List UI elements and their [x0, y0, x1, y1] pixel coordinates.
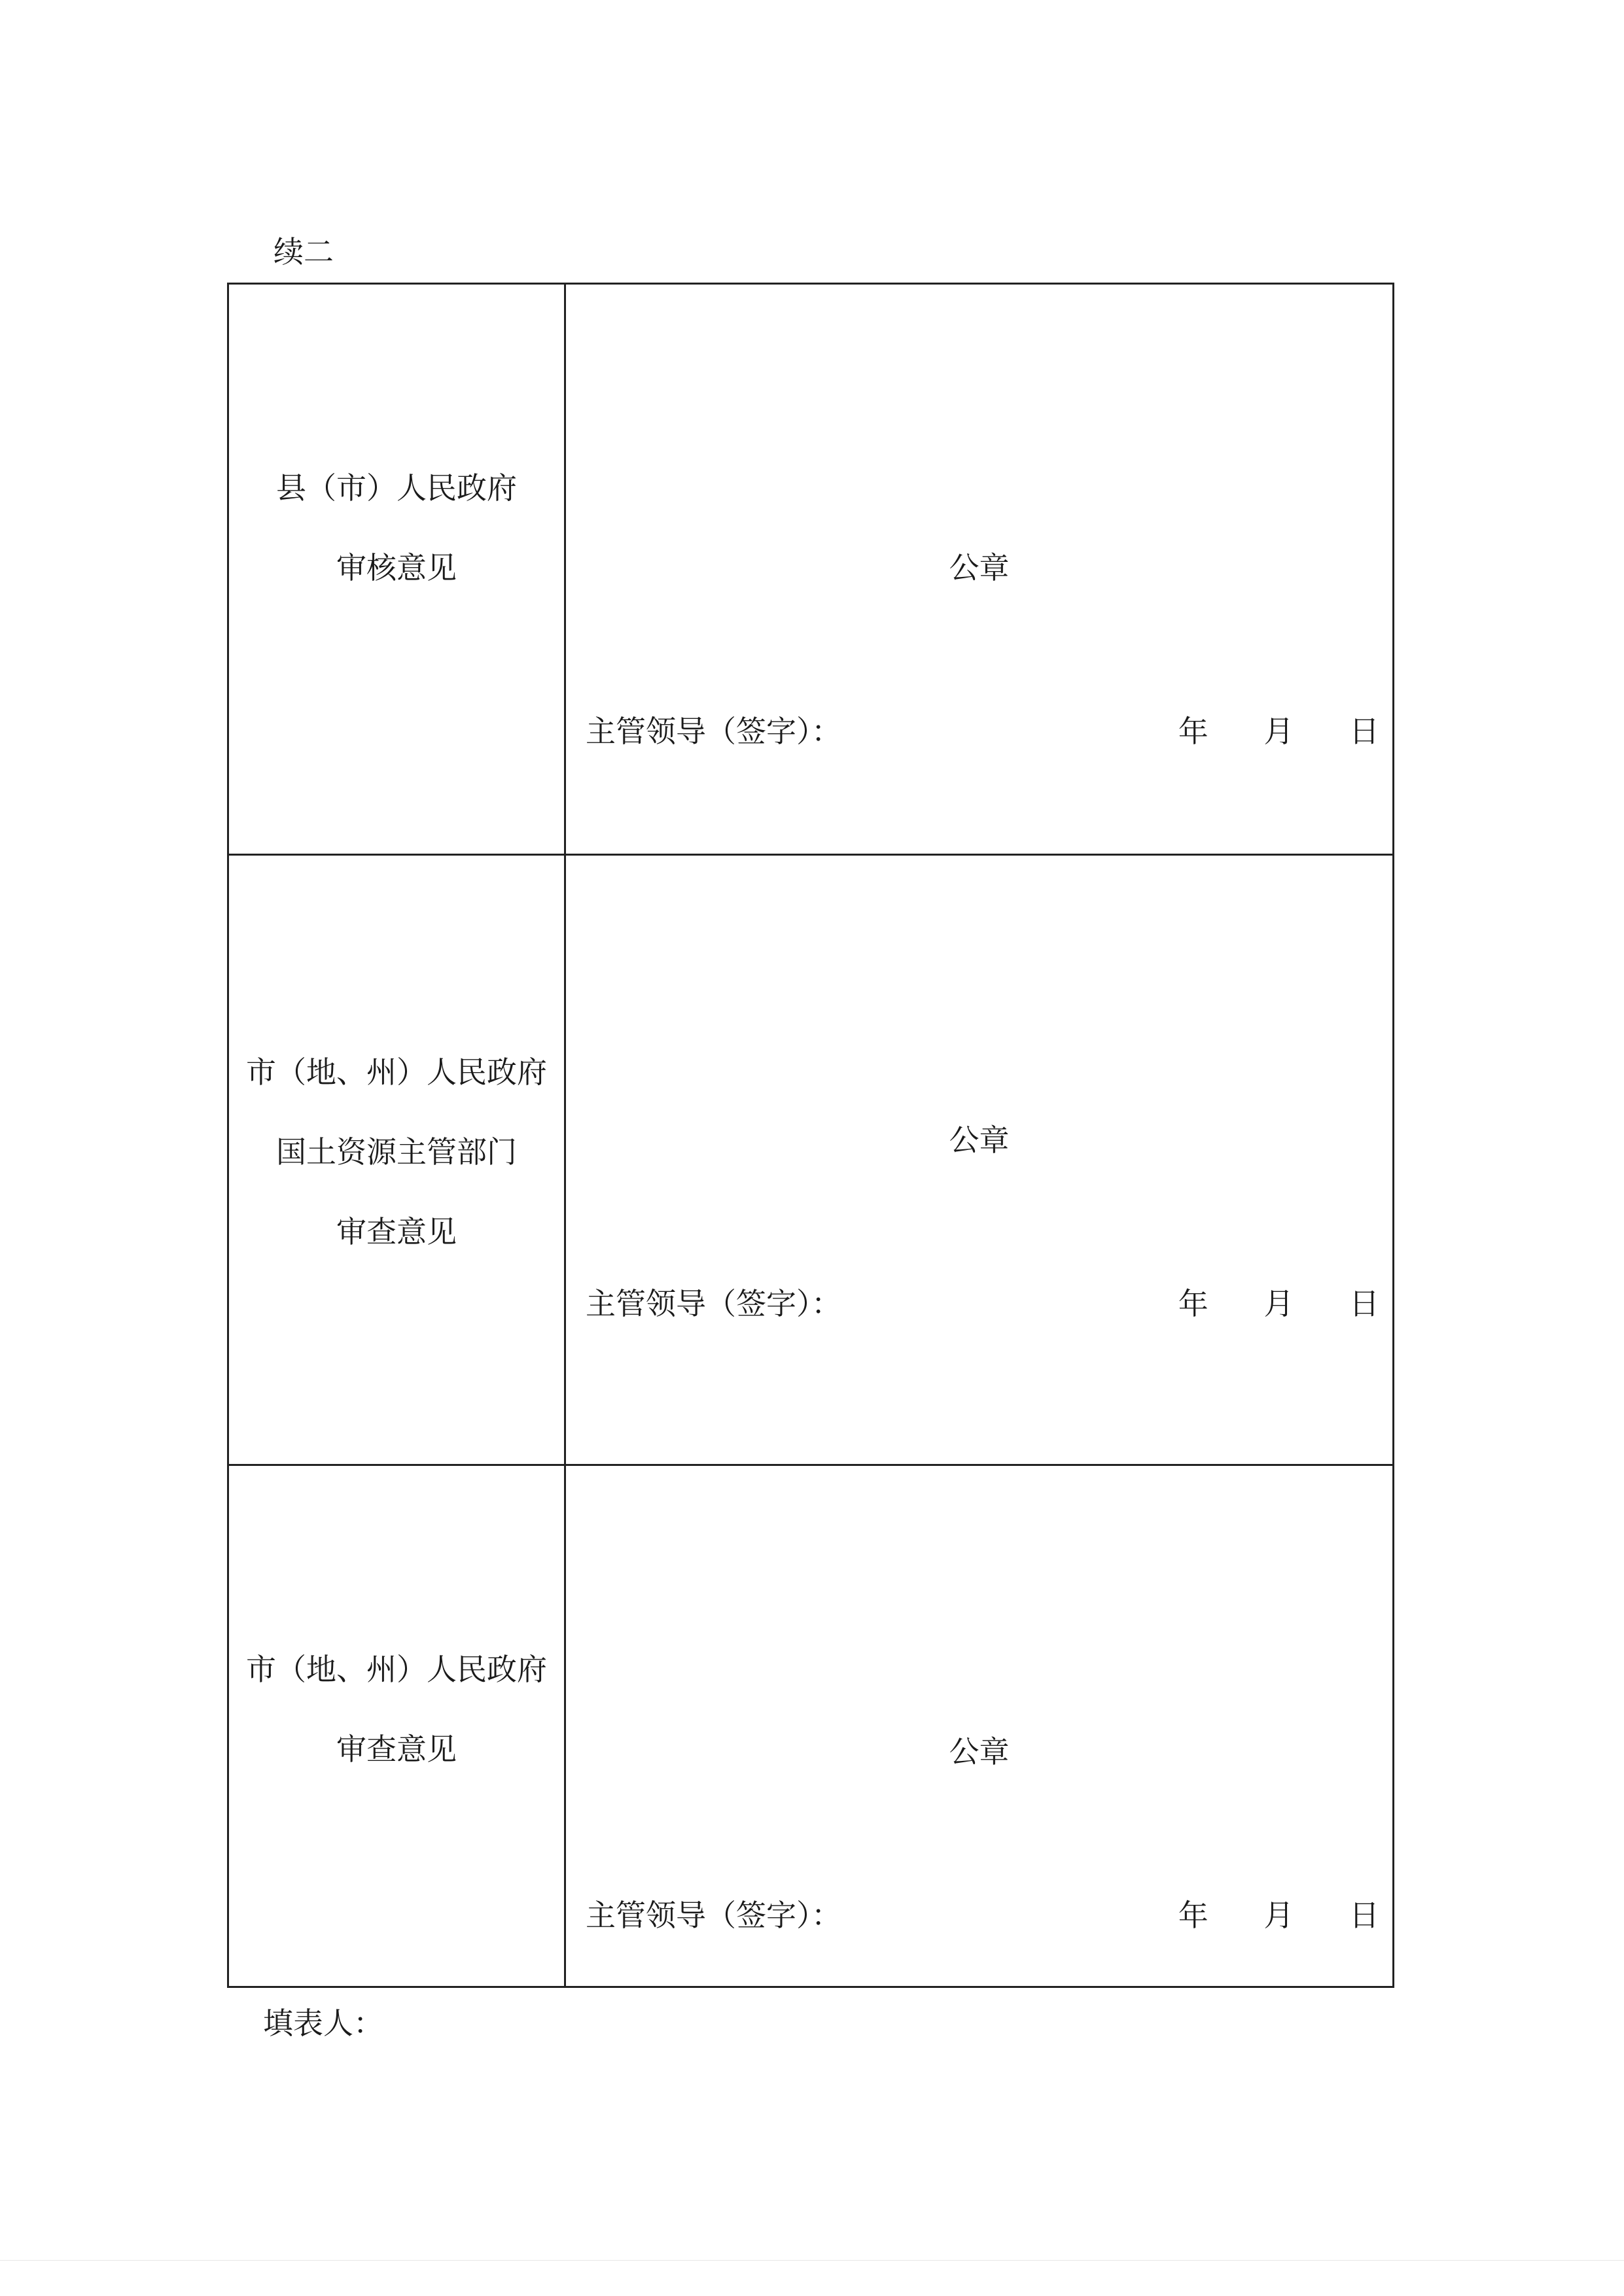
approval-form-table	[227, 283, 1394, 1988]
opinion-cell[interactable]	[566, 285, 1392, 854]
opinion-cell[interactable]	[566, 1466, 1392, 1986]
row-label-cell	[229, 856, 566, 1464]
date-year-label: 年	[1178, 1286, 1209, 1321]
date-fields	[1178, 1286, 1379, 1321]
row-label-line: 市（地、州）人民政府	[246, 1054, 547, 1090]
form-row-city-land-dept-review	[229, 854, 1392, 1464]
date-day-label: 日	[1349, 714, 1379, 749]
signature-line	[586, 1898, 1379, 1933]
date-day-label: 日	[1349, 1286, 1379, 1321]
row-label-line: 审核意见	[336, 550, 457, 585]
continuation-label: 续二	[274, 234, 334, 270]
signature-line	[586, 714, 1379, 749]
signature-label: 主管领导（签字）：	[586, 1286, 841, 1321]
row-label-line: 国土资源主管部门	[276, 1134, 517, 1170]
date-year-label: 年	[1178, 714, 1209, 749]
row-label-line: 审查意见	[336, 1214, 457, 1249]
date-month-label: 月	[1263, 1898, 1294, 1933]
seal-label: 公章	[949, 550, 1010, 585]
date-fields	[1178, 1898, 1379, 1933]
form-row-county-review	[229, 285, 1392, 854]
date-year-label: 年	[1178, 1898, 1209, 1933]
date-month-label: 月	[1263, 1286, 1294, 1321]
form-filler-label: 填表人：	[263, 2006, 383, 2041]
date-fields	[1178, 714, 1379, 749]
seal-label: 公章	[949, 1734, 1010, 1769]
seal-label: 公章	[949, 1122, 1010, 1158]
signature-label: 主管领导（签字）：	[586, 1898, 841, 1933]
row-label-line: 市（地、州）人民政府	[246, 1652, 547, 1687]
row-label-line: 县（市）人民政府	[276, 470, 517, 506]
date-month-label: 月	[1263, 714, 1294, 749]
date-day-label: 日	[1349, 1898, 1379, 1933]
opinion-cell[interactable]	[566, 856, 1392, 1464]
page-bottom-rule	[0, 2260, 1624, 2261]
signature-line	[586, 1286, 1379, 1321]
row-label-cell	[229, 285, 566, 854]
form-row-city-government-review	[229, 1464, 1392, 1986]
row-label-cell	[229, 1466, 566, 1986]
row-label-line: 审查意见	[336, 1731, 457, 1767]
signature-label: 主管领导（签字）：	[586, 714, 841, 749]
